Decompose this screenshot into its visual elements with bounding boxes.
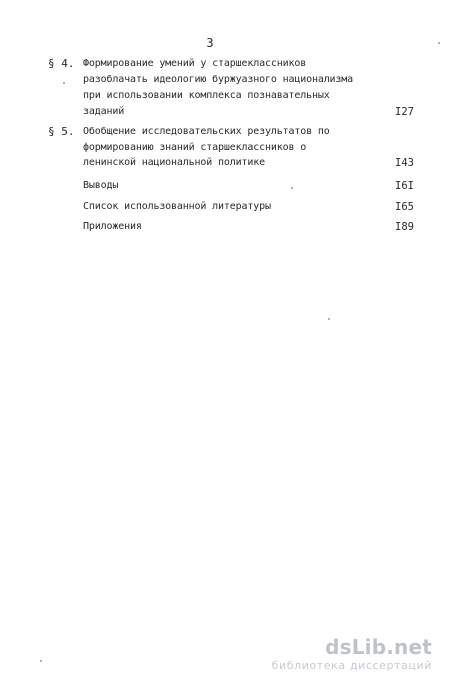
toc-entry-4-line-1: Формирование умений у старшеклассников: [83, 58, 307, 69]
dslib-watermark: [272, 636, 432, 672]
scan-speck: [63, 82, 65, 84]
toc-entry-4-line-2: разоблачать идеологию буржуазного национализма: [83, 74, 354, 85]
toc-entry-5-page: I43: [395, 157, 414, 169]
watermark-subtitle: библиотека диссертаций: [271, 659, 432, 672]
toc-entry-5-line-3: ленинской национальной политике: [83, 157, 265, 168]
toc-entry-appendices: Приложения: [83, 221, 142, 232]
scan-speck: [438, 42, 440, 44]
toc-entry-conclusions: Выводы: [83, 180, 119, 191]
scan-speck: [40, 660, 42, 662]
toc-entry-conclusions-page: I6I: [395, 180, 414, 192]
watermark-logo: [272, 636, 432, 658]
toc-entry-5-line-2: формированию знаний старшеклассников о: [83, 142, 307, 153]
toc-entry-4-line-4: заданий: [83, 106, 125, 117]
toc-entry-4-line-3: при использовании комплекса познавательных: [83, 90, 330, 101]
watermark-logo-net: .net: [386, 635, 432, 659]
toc-entry-appendices-page: I89: [395, 221, 414, 233]
watermark-logo-ds: ds: [325, 635, 352, 659]
page-number: 3: [206, 36, 214, 50]
toc-entry-5-marker: § 5.: [48, 125, 75, 138]
scan-speck: [328, 318, 330, 320]
toc-entry-5-line-1: Обобщение исследовательских результатов по: [83, 126, 330, 137]
toc-entry-bibliography-page: I65: [395, 201, 414, 213]
toc-entry-4-marker: § 4.: [48, 57, 75, 70]
toc-entry-4-page: I27: [395, 106, 414, 118]
watermark-logo-lib: Lib: [351, 635, 387, 659]
toc-entry-bibliography: Список использованной литературы: [83, 201, 271, 212]
scan-speck: [291, 187, 293, 189]
